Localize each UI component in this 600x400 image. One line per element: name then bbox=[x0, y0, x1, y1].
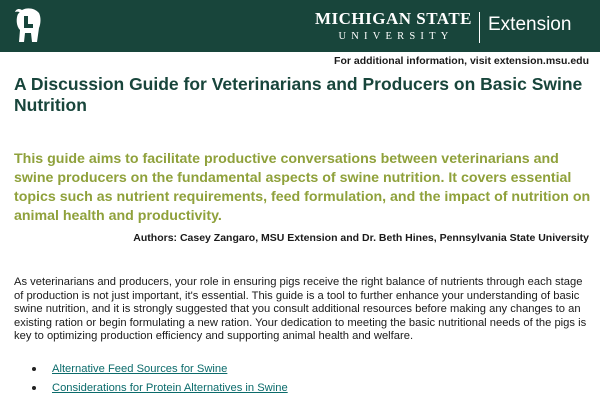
related-links-list bbox=[34, 360, 288, 398]
bullet-icon bbox=[32, 367, 36, 371]
header-bar bbox=[0, 0, 600, 52]
link-protein-alternatives[interactable]: Considerations for Protein Alternatives in Swine bbox=[52, 382, 288, 394]
list-item bbox=[34, 360, 288, 379]
body-paragraph: As veterinarians and producers, your role in ensuring pigs receive the right balance of nutrients through each stage of production is not just important, it's essential. This guide is a tool to further enhance your understanding of basic swine nutrition, and it is strongly suggested that you consult additional resources before making any changes to an existing ration or begin formulating a new ration. Your dedication to meeting the basic nutritional needs of the pigs is key to optimizing production efficiency and supporting animal health and welfare. bbox=[14, 276, 587, 342]
authors-line: Authors: Casey Zangaro, MSU Extension and Dr. Beth Hines, Pennsylvania State University bbox=[133, 232, 589, 244]
lead-paragraph: This guide aims to facilitate productive conversations between veterinarians and swine producers on the fundamental aspects of swine nutrition. It covers essential topics such as nutrient requirements, feed formulation, and the impact of nutrition on animal health and productivity. bbox=[14, 151, 591, 224]
info-line: For additional information, visit extension.msu.edu bbox=[334, 55, 589, 67]
extension-label: Extension bbox=[488, 14, 572, 35]
link-alternative-feed-sources[interactable]: Alternative Feed Sources for Swine bbox=[52, 363, 228, 375]
page-title: A Discussion Guide for Veterinarians and Producers on Basic Swine Nutrition bbox=[14, 74, 583, 115]
header-divider bbox=[479, 12, 480, 43]
bullet-icon bbox=[32, 386, 36, 390]
wordmark-line2: UNIVERSITY bbox=[338, 31, 454, 42]
wordmark-line1: MICHIGAN STATE bbox=[314, 9, 472, 28]
spartan-helmet-icon bbox=[13, 6, 43, 46]
university-wordmark bbox=[315, 10, 472, 43]
list-item bbox=[34, 379, 288, 398]
